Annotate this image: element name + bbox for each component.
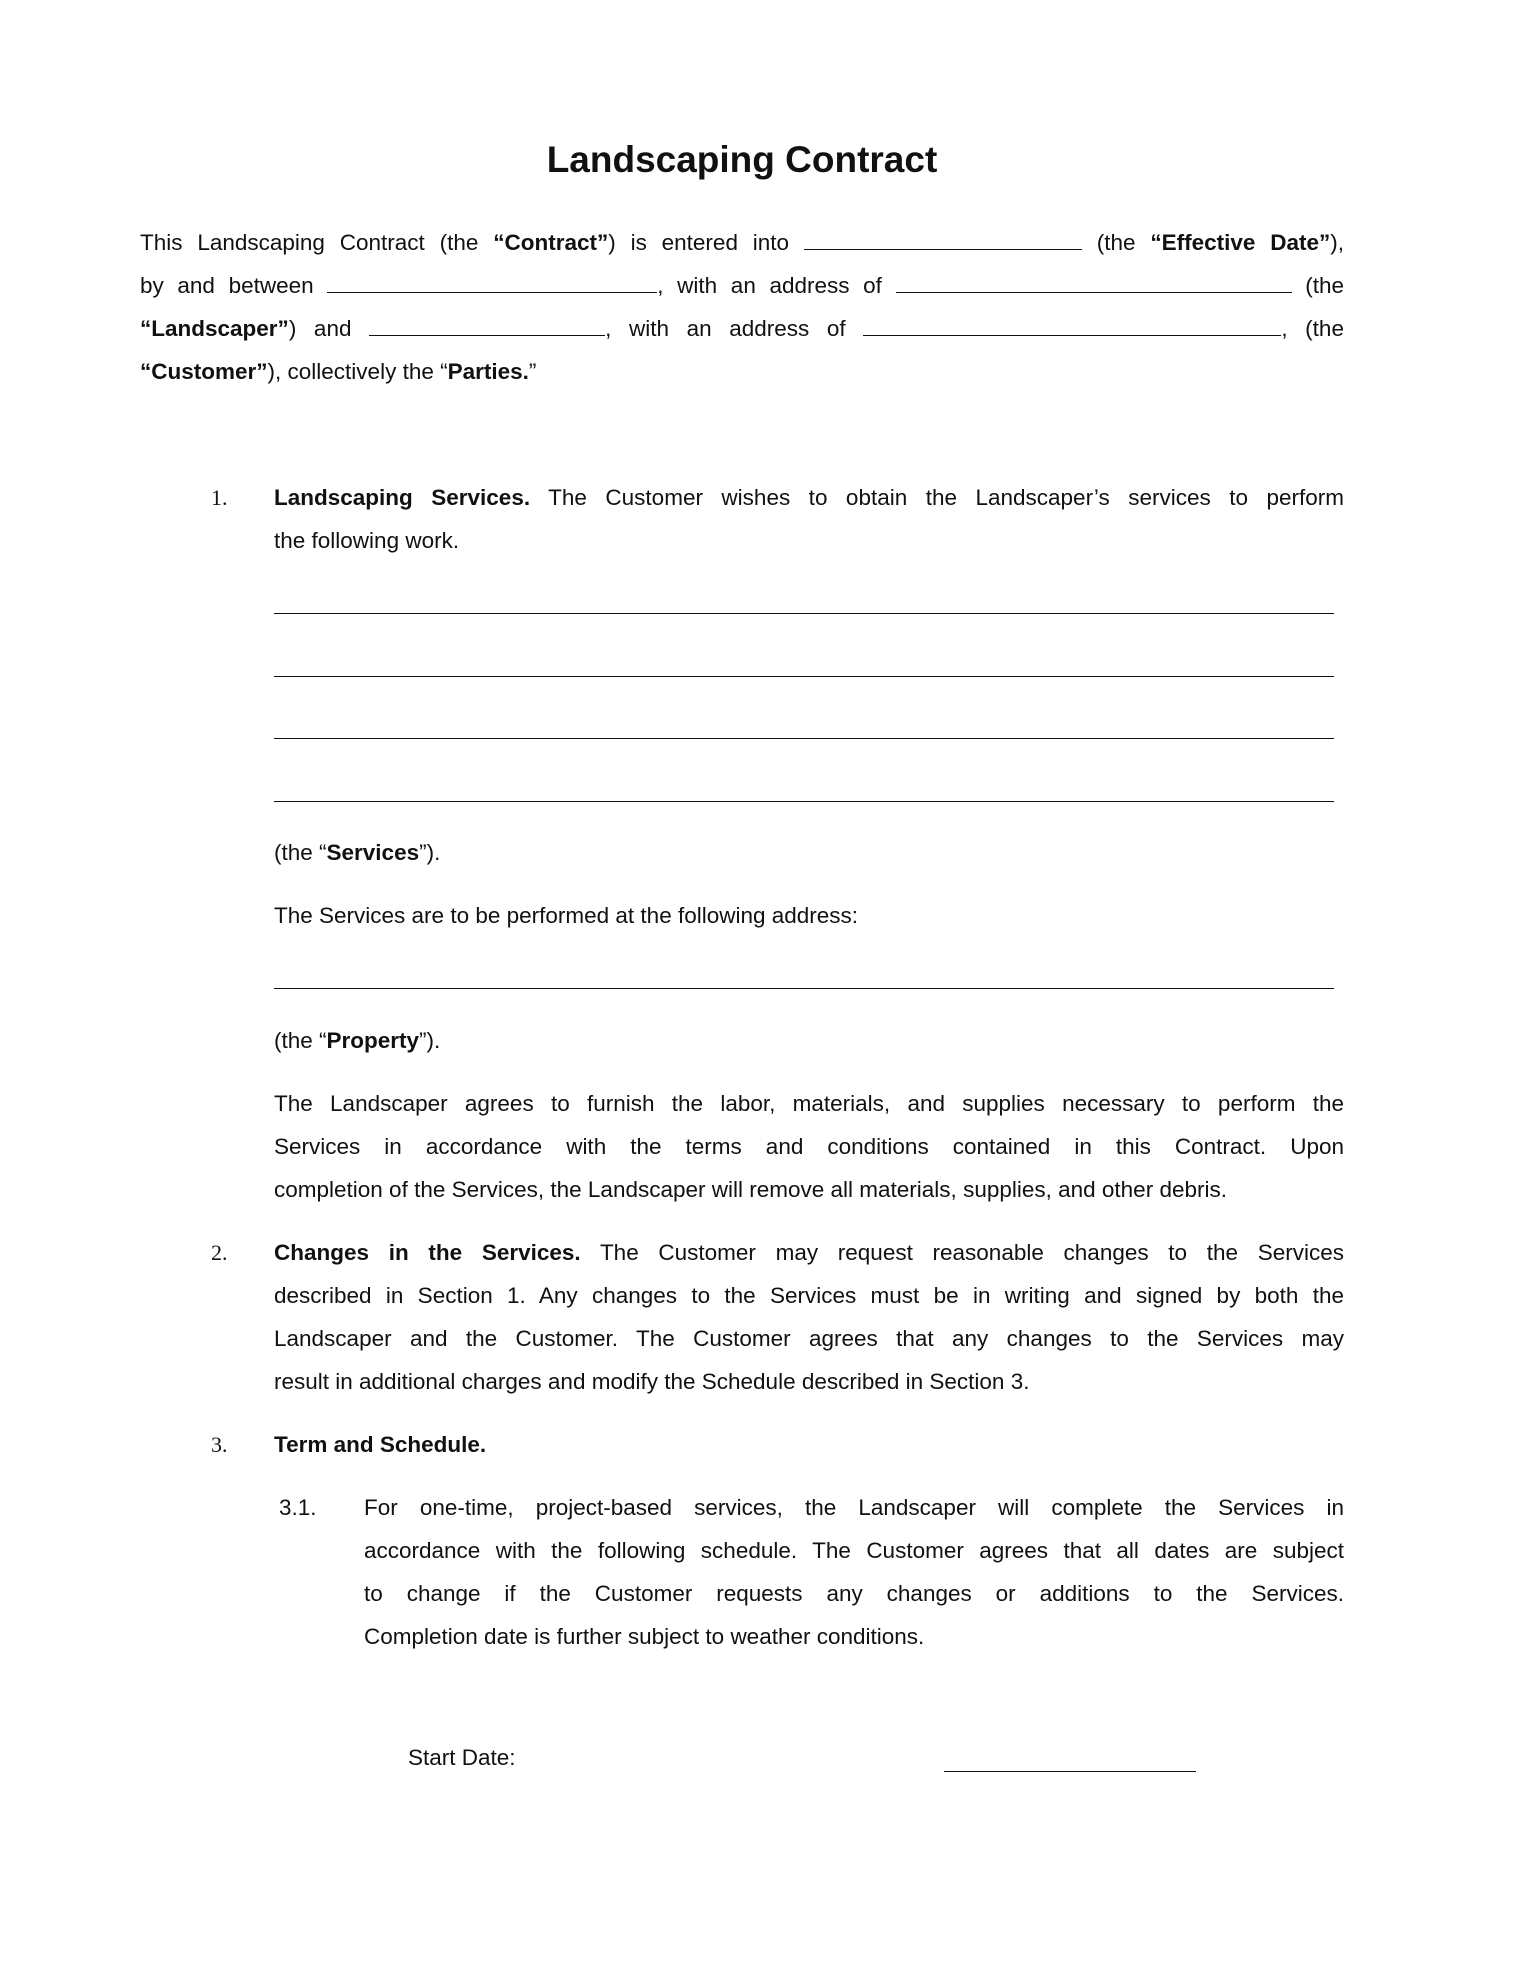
address-label: The Services are to be performed at the following address: <box>274 903 859 928</box>
section-2-line-4: result in additional charges and modify the Schedule described in Section 3. <box>274 1369 1030 1394</box>
effective-date-blank[interactable] <box>804 229 1082 250</box>
document-title: Landscaping Contract <box>546 139 938 180</box>
intro-text: , with an address of <box>605 316 846 341</box>
landscaper-address-blank[interactable] <box>896 272 1292 293</box>
section-3-1-line-2: accordance with the following schedule. The Customer agrees that all dates are subject <box>364 1538 1344 1563</box>
services-blank-line-2[interactable] <box>274 676 1334 677</box>
intro-line-2 <box>140 272 1344 300</box>
property-address-blank-line[interactable] <box>274 988 1334 989</box>
services-definition <box>274 839 440 867</box>
section-1-line-1 <box>274 484 1344 512</box>
section-1-line-2: the following work. <box>274 528 460 553</box>
section-3-1-line-4: Completion date is further subject to weather conditions. <box>364 1624 925 1649</box>
definition-text: (the “ <box>274 1028 327 1053</box>
section-2-line-2: described in Section 1. Any changes to the Services must be in writing and signed by both the <box>274 1283 1344 1308</box>
section-3-heading-text: Term and Schedule. <box>274 1432 487 1457</box>
intro-text: by and between <box>140 273 314 298</box>
intro-text: ), <box>1330 230 1344 255</box>
landscaper-name-blank[interactable] <box>327 272 657 293</box>
intro-text: , (the <box>1281 316 1344 341</box>
customer-name-blank[interactable] <box>369 315 605 336</box>
definition-text: (the “ <box>274 840 327 865</box>
intro-text: , with an address of <box>657 273 882 298</box>
start-date-label: Start Date: <box>408 1745 516 1770</box>
section-1-text: The Customer wishes to obtain the Landscaper’s services to perform <box>548 485 1344 510</box>
section-3-1-line-1: For one-time, project-based services, the Landscaper will complete the Services in <box>364 1495 1344 1520</box>
section-1-para-line-2: Services in accordance with the terms and conditions contained in this Contract. Upon <box>274 1134 1344 1159</box>
services-blank-line-3[interactable] <box>274 738 1334 739</box>
intro-text: (the <box>1305 273 1344 298</box>
intro-text: ), collectively the “ <box>267 359 448 384</box>
section-3-number: 3. <box>211 1432 228 1457</box>
section-3-1-line-3: to change if the Customer requests any changes or additions to the Services. <box>364 1581 1344 1606</box>
intro-line-1 <box>140 229 1344 257</box>
term-services: Services <box>326 840 420 865</box>
intro-text: ) is entered into <box>608 230 790 255</box>
section-1-para-line-1: The Landscaper agrees to furnish the labor, materials, and supplies necessary to perform the <box>274 1091 1344 1116</box>
section-3-1-number: 3.1. <box>279 1495 317 1520</box>
section-1-number: 1. <box>211 485 228 510</box>
section-2-text: The Customer may request reasonable changes to the Services <box>599 1240 1344 1265</box>
term-parties: Parties. <box>447 359 529 384</box>
definition-text: ”). <box>419 840 441 865</box>
intro-line-3 <box>140 315 1344 343</box>
term-property: Property <box>326 1028 420 1053</box>
section-3-heading <box>274 1431 486 1459</box>
start-date-blank[interactable] <box>944 1771 1196 1772</box>
term-customer: “Customer” <box>140 359 268 384</box>
term-landscaper: “Landscaper” <box>140 316 289 341</box>
section-2-heading: Changes in the Services. <box>274 1240 581 1265</box>
section-2-number: 2. <box>211 1240 228 1265</box>
intro-text: ” <box>528 359 537 384</box>
customer-address-blank[interactable] <box>863 315 1281 336</box>
section-1-heading: Landscaping Services. <box>274 485 531 510</box>
intro-text: (the <box>1096 230 1151 255</box>
property-definition <box>274 1027 440 1055</box>
term-contract: “Contract” <box>493 230 609 255</box>
intro-text: ) and <box>288 316 352 341</box>
section-2-line-3: Landscaper and the Customer. The Customer agrees that any changes to the Services may <box>274 1326 1344 1351</box>
definition-text: ”). <box>419 1028 441 1053</box>
intro-line-4 <box>140 358 536 386</box>
term-effective-date: “Effective Date” <box>1150 230 1331 255</box>
section-1-para-line-3: completion of the Services, the Landscaper will remove all materials, supplies, and other debris. <box>274 1177 1227 1202</box>
section-2-line-1 <box>274 1239 1344 1267</box>
services-blank-line-4[interactable] <box>274 801 1334 802</box>
services-blank-line-1[interactable] <box>274 613 1334 614</box>
intro-text: This Landscaping Contract (the <box>140 230 494 255</box>
